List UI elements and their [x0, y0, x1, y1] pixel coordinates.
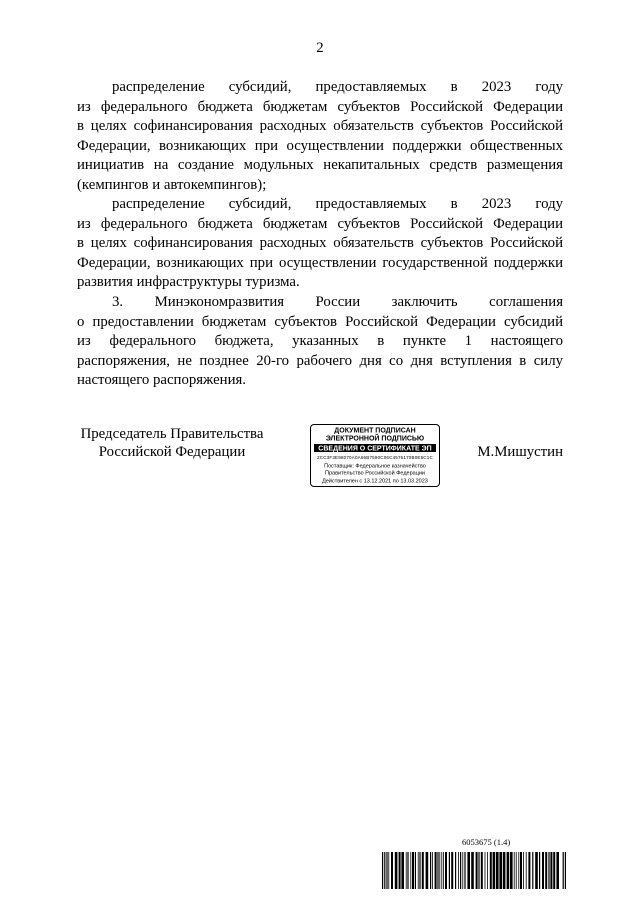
- signatory-position: [77, 425, 267, 461]
- paragraph-line: распоряжения, не позднее 20-го рабочего дня со дня вступления в силу: [77, 352, 563, 369]
- signatory-name: М.Мишустин: [477, 444, 563, 460]
- paragraph-line: в целях софинансирования расходных обязательств субъектов Российской: [77, 118, 563, 135]
- e-signature-stamp: [310, 424, 440, 487]
- paragraph-line: развития инфраструктуры туризма.: [77, 274, 300, 291]
- stamp-certificate-serial: 2CC3F3E98070A0A66B7590C06C4576170B0E5C1C: [317, 455, 433, 460]
- stamp-title-line: ЭЛЕКТРОННОЙ ПОДПИСЬЮ: [325, 434, 425, 442]
- stamp-owner: Правительство Российской Федерации: [325, 470, 425, 476]
- paragraph-3: [77, 293, 563, 391]
- paragraph-line: из федерального бюджета, указанных в пункте 1 настоящего: [77, 333, 563, 350]
- stamp-title-line: ДОКУМЕНТ ПОДПИСАН: [334, 426, 416, 434]
- paragraph-line: распределение субсидий, предоставляемых в 2023 году: [112, 196, 563, 213]
- signatory-position-line: Председатель Правительства: [80, 426, 264, 442]
- barcode: [382, 852, 566, 889]
- paragraph-line: 3. Минэкономразвития России заключить соглашения: [112, 294, 563, 311]
- stamp-certificate-header: СВЕДЕНИЯ О СЕРТИФИКАТЕ ЭП: [314, 444, 436, 452]
- paragraph-line: из федерального бюджета бюджетам субъектов Российской Федерации: [77, 98, 563, 115]
- e-signature-stamp-frame: [310, 424, 440, 487]
- stamp-validity: Действителен с 13.12.2021 по 13.03.2023: [322, 478, 428, 484]
- paragraph-line: о предоставлении бюджетам субъектов Российской Федерации субсидий: [77, 313, 563, 330]
- paragraph-line: Федерации, возникающих при осуществлении государственной поддержки: [77, 254, 563, 271]
- document-body: [77, 78, 563, 391]
- paragraph-line: Федерации, возникающих при осуществлении поддержки общественных: [77, 137, 563, 154]
- page-number: 2: [316, 40, 324, 56]
- document-code: 6053675 (1.4): [462, 837, 511, 847]
- paragraph-line: в целях софинансирования расходных обязательств субъектов Российской: [77, 235, 563, 252]
- paragraph-line: (кемпингов и автокемпингов);: [77, 176, 267, 193]
- signatory-position-line: Российской Федерации: [98, 444, 246, 460]
- paragraph-2: [77, 195, 563, 293]
- paragraph-line: инициатив на создание модульных некапитальных средств размещения: [77, 157, 563, 174]
- stamp-issuer: Поставщик: Федеральное казначейство: [324, 463, 426, 469]
- barcode-bars: [382, 852, 566, 889]
- paragraph-line: распределение субсидий, предоставляемых в 2023 году: [112, 79, 563, 95]
- paragraph-line: из федерального бюджета бюджетам субъектов Российской Федерации: [77, 215, 563, 232]
- paragraph-line: настоящего распоряжения.: [77, 372, 247, 389]
- paragraph-1: [77, 78, 563, 195]
